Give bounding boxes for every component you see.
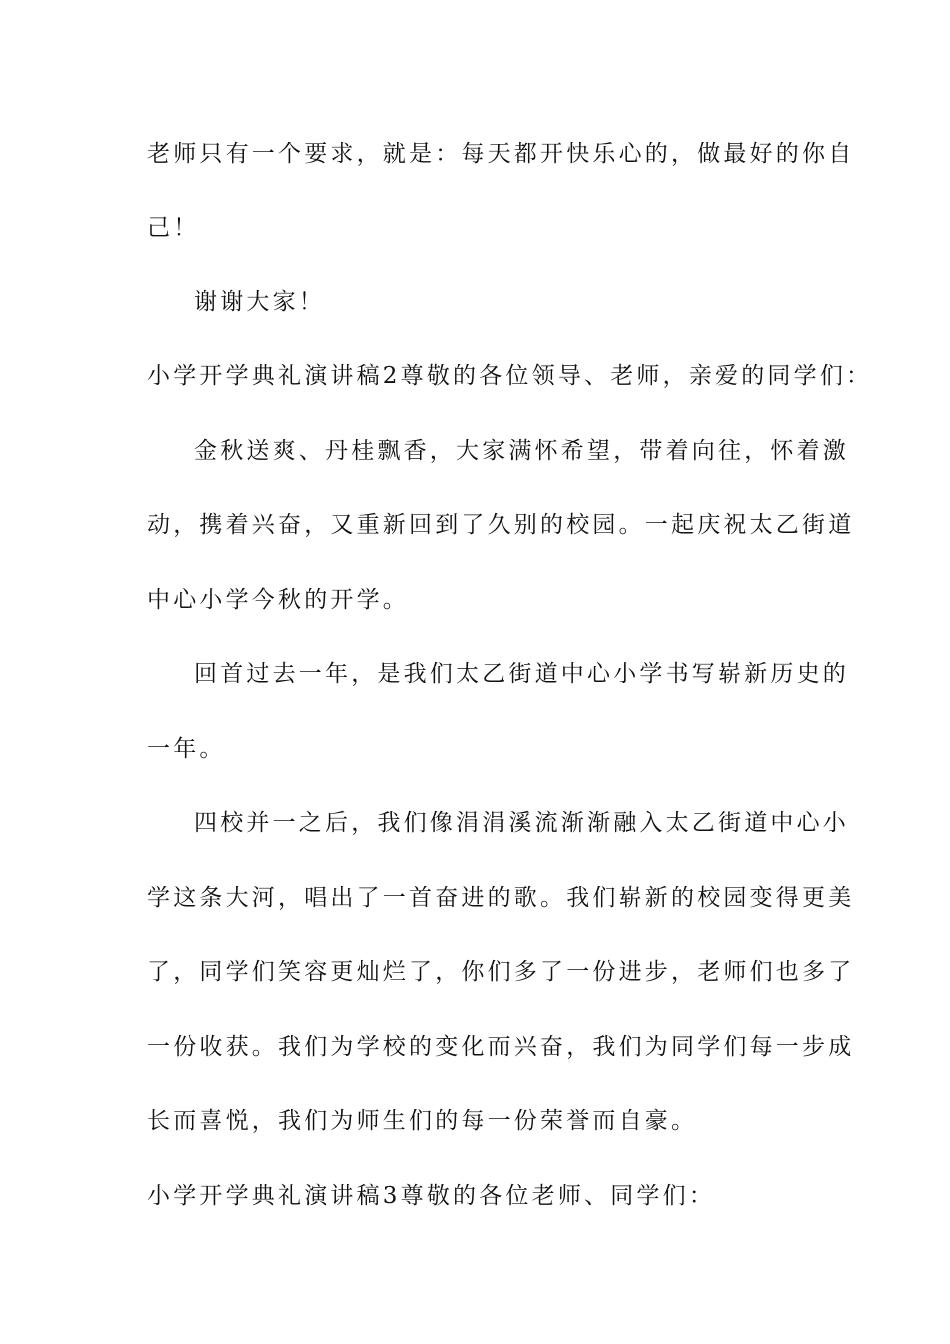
paragraph-line: 长而喜悦，我们为师生们的每一份荣誉而自豪。 (147, 1108, 698, 1134)
section-heading: 小学开学典礼演讲稿3尊敬的各位老师、同学们： (147, 1183, 716, 1209)
paragraph-line: 一份收获。我们为学校的变化而兴奋，我们为同学们每一步成 (147, 1034, 855, 1060)
paragraph-line: 己！ (147, 215, 200, 241)
paragraph-line: 四校并一之后，我们像涓涓溪流渐渐融入太乙街道中心小 (194, 810, 849, 836)
closing-line: 谢谢大家！ (194, 289, 325, 315)
paragraph-line: 中心小学今秋的开学。 (147, 587, 409, 613)
paragraph-line: 金秋送爽、丹桂飘香，大家满怀希望，带着向往，怀着激 (194, 438, 849, 464)
paragraph-line: 老师只有一个要求，就是：每天都开快乐心的，做最好的你自 (147, 141, 855, 167)
paragraph-line: 一年。 (147, 736, 226, 762)
paragraph-line: 回首过去一年，是我们太乙街道中心小学书写崭新历史的 (194, 661, 849, 687)
section-heading: 小学开学典礼演讲稿2尊敬的各位领导、老师，亲爱的同学们： (147, 363, 873, 389)
paragraph-line: 动，携着兴奋，又重新回到了久别的校园。一起庆祝太乙街道 (147, 512, 855, 538)
paragraph-line: 了，同学们笑容更灿烂了，你们多了一份进步，老师们也多了 (147, 959, 855, 985)
paragraph-line: 学这条大河，唱出了一首奋进的歌。我们崭新的校园变得更美 (147, 885, 855, 911)
